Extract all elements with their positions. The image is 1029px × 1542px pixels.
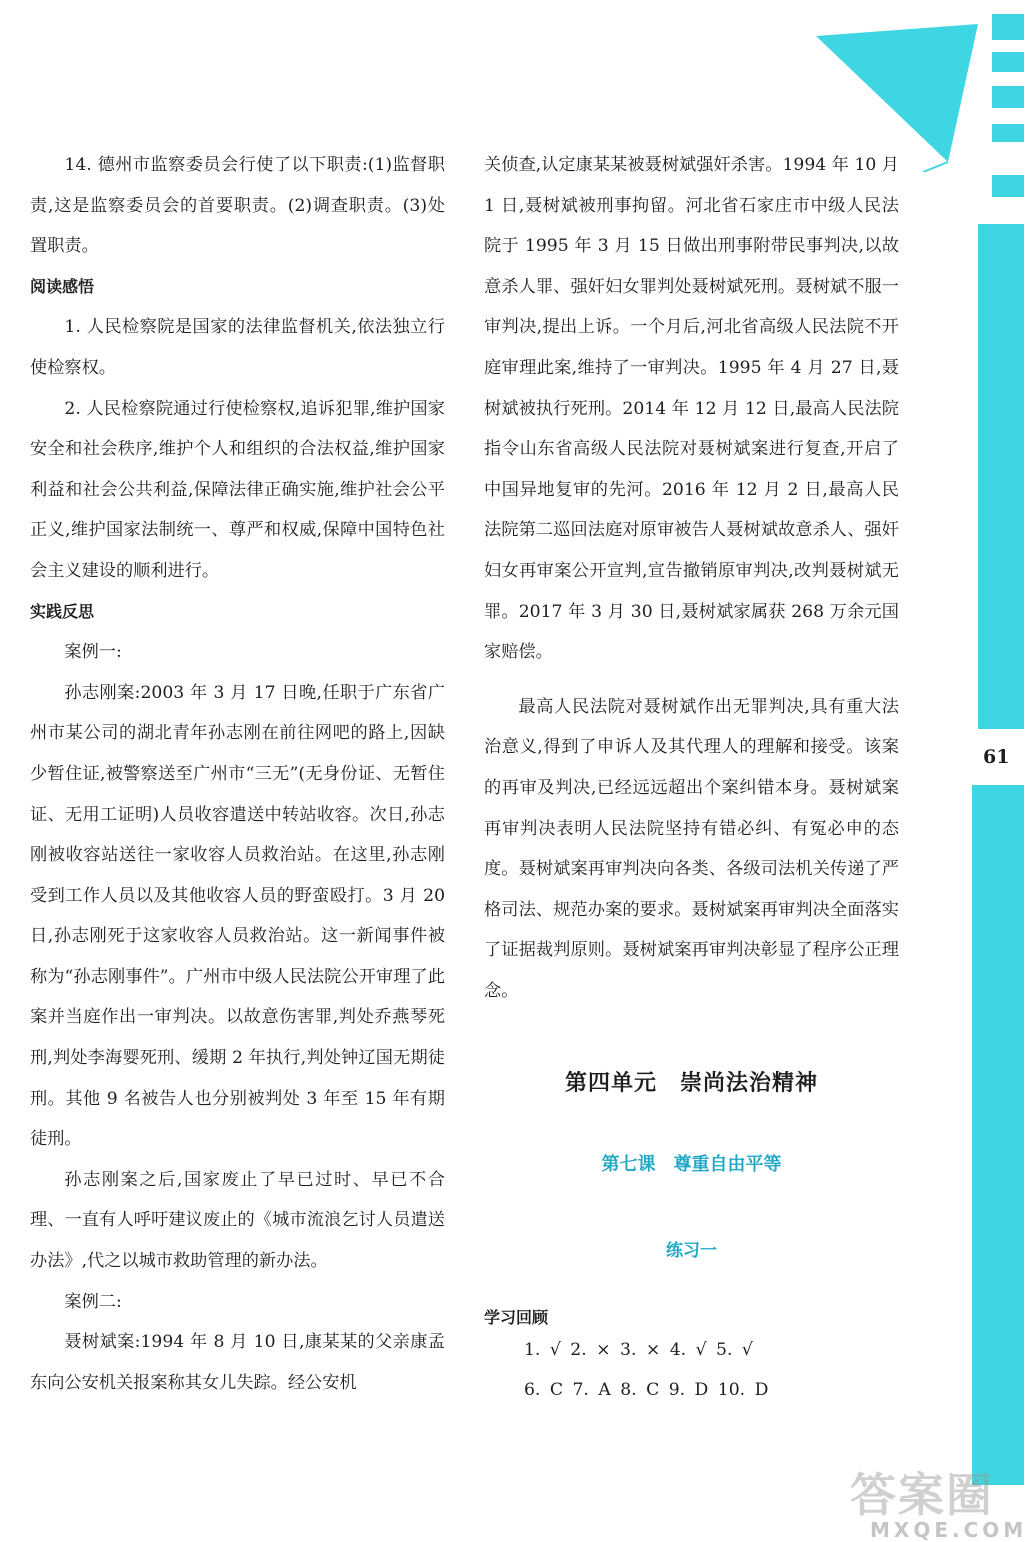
side-bar-1 <box>992 14 1024 40</box>
answers-line-1: 1. √ 2. × 3. × 4. √ 5. √ <box>524 1340 753 1360</box>
paragraph: 聂树斌案:1994 年 8 月 10 日,康某某的父亲康孟东向公安机关报案称其女儿失踪。经公安机 <box>30 1332 445 1393</box>
side-bar-2 <box>992 52 1024 72</box>
section-heading: 阅读感悟 <box>30 276 95 296</box>
unit-title: 第四单元 崇尚法治精神 <box>564 1071 818 1096</box>
side-bar-4 <box>992 124 1024 142</box>
side-bar-lower <box>972 785 1024 1485</box>
section-heading: 实践反思 <box>30 601 95 621</box>
paragraph: 孙志刚案:2003 年 3 月 17 日晚,任职于广东省广州市某公司的湖北青年孙志刚在前往网吧的路上,因缺少暂住证,被警察送至广州市“三无”(无身份证、无暂住证、无用工证明)人员收容遣送中转站收容。次日,孙志刚被收容站送往一家收容人员救治站。在这里,孙志刚受到工作人员以及其他收容人员的野蛮殴打。3 月 20 日,孙志刚死于这家收容人员救治站。这一新闻事件被称为“孙志刚事件”。广州市中级人民法院公开审理了此案并当庭作出一审判决。以故意伤害罪,判处乔燕琴死刑,判处李海婴死刑、缓期 2 年执行,判处钟辽国无期徒刑。其他 9 名被告人也分别被判处 3 年至 15 年有期徒刑。 <box>30 682 445 1150</box>
watermark-logo: 答案圈 <box>850 1468 994 1522</box>
lesson-title: 第七课 尊重自由平等 <box>601 1154 782 1175</box>
left-column <box>30 145 445 1403</box>
right-column <box>484 145 899 1011</box>
watermark-url: MXQE.COM <box>870 1518 1028 1542</box>
paragraph: 1. 人民检察院是国家的法律监督机关,依法独立行使检察权。 <box>30 317 445 378</box>
side-bar-5 <box>992 175 1024 197</box>
paragraph: 14. 德州市监察委员会行使了以下职责:(1)监督职责,这是监察委员会的首要职责。(2)调查职责。(3)处置职责。 <box>30 155 445 257</box>
paragraph: 2. 人民检察院通过行使检察权,追诉犯罪,维护国家安全和社会秩序,维护个人和组织的合法权益,维护国家利益和社会公共利益,保障法律正确实施,维护社会公平正义,维护国家法制统一、尊严和权威,保障中国特色社会主义建设的顺利进行。 <box>30 398 445 581</box>
side-bar-3 <box>992 86 1024 108</box>
paragraph: 案例一: <box>64 642 122 663</box>
exercise-title: 练习一 <box>666 1241 717 1261</box>
paragraph: 最高人民法院对聂树斌作出无罪判决,具有重大法治意义,得到了申诉人及其代理人的理解和接受。该案的再审及判决,已经远远超出个案纠错本身。聂树斌案再审判决表明人民法院坚持有错必纠、有冤必申的态度。聂树斌案再审判决向各类、各级司法机关传递了严格司法、规范办案的要求。聂树斌案再审判决全面落实了证据裁判原则。聂树斌案再审判决彰显了程序公正理念。 <box>484 696 899 1001</box>
side-bar-upper <box>978 224 1024 729</box>
paragraph: 案例二: <box>64 1291 122 1312</box>
page-number: 61 <box>983 746 1010 768</box>
answers-line-2: 6. C 7. A 8. C 9. D 10. D <box>524 1380 769 1400</box>
review-heading: 学习回顾 <box>484 1308 549 1327</box>
watermark <box>850 1468 1028 1542</box>
paragraph: 孙志刚案之后,国家废止了早已过时、早已不合理、一直有人呼吁建议废止的《城市流浪乞讨人员遣送办法》,代之以城市救助管理的新办法。 <box>30 1169 445 1272</box>
paragraph: 关侦查,认定康某某被聂树斌强奸杀害。1994 年 10 月 1 日,聂树斌被刑事拘留。河北省石家庄市中级人民法院于 1995 年 3 月 15 日做出刑事附带民事判决,以故意杀人罪、强奸妇女罪判处聂树斌死刑。聂树斌不服一审判决,提出上诉。一个月后,河北省高级人民法院不开庭审理此案,维持了一审判决。1995 年 4 月 27 日,聂树斌被执行死刑。2014 年 12 月 12 日,最高人民法院指令山东省高级人民法院对聂树斌案进行复查,开启了中国异地复审的先河。2016 年 12 月 2 日,最高人民法院第二巡回法庭对原审被告人聂树斌故意杀人、强奸妇女再审案公开宣判,宣告撤销原审判决,改判聂树斌无罪。2017 年 3 月 30 日,聂树斌家属获 268 万余元国家赔偿。 <box>484 155 899 663</box>
